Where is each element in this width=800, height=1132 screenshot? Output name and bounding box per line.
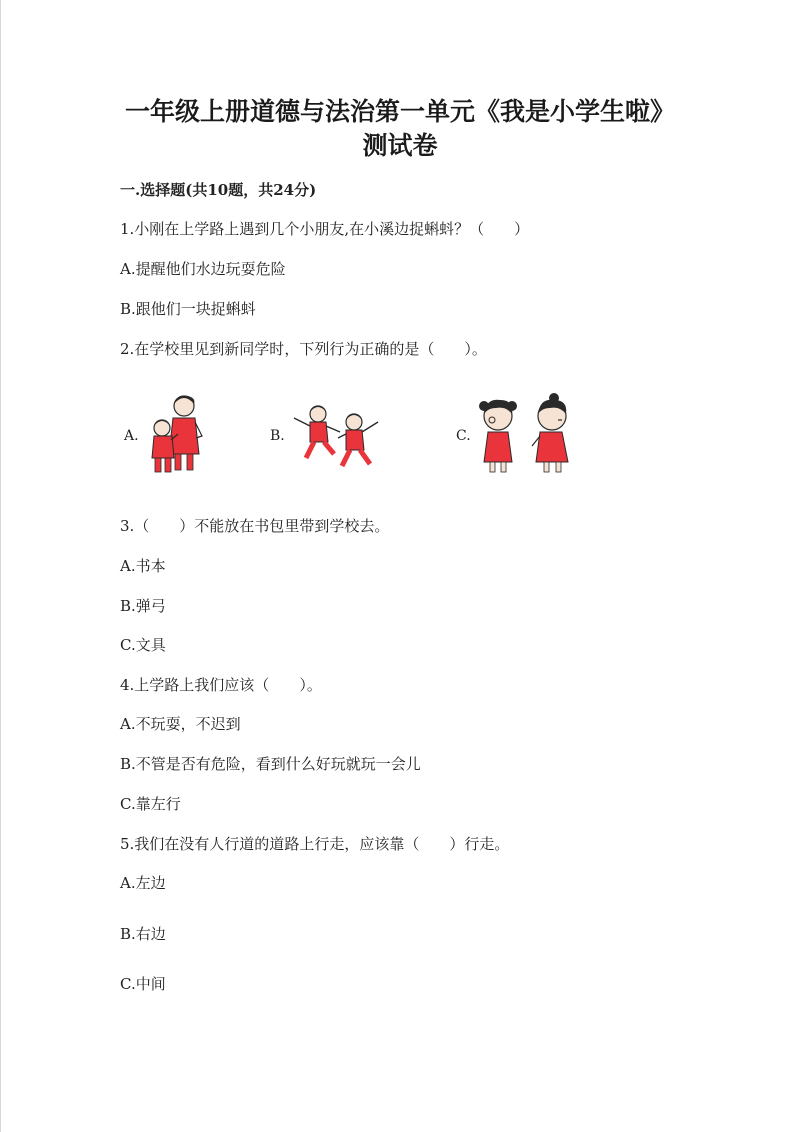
turned-away-girls-illustration [474, 392, 578, 476]
question-2-picture-option-b [266, 392, 396, 480]
question-3-option-c: C.文具 [120, 636, 166, 654]
question-3-option-a: A.书本 [120, 557, 166, 575]
question-2-picture-option-c [452, 392, 582, 480]
question-4-option-a: A.不玩耍，不迟到 [120, 715, 241, 733]
question-2-stem: 2.在学校里见到新同学时，下列行为正确的是（ ）。 [120, 340, 487, 358]
page-title: 一年级上册道德与法治第一单元《我是小学生啦》 [124, 97, 675, 126]
question-4-option-c: C.靠左行 [120, 795, 181, 813]
section-heading: 一.选择题(共10题，共24分) [120, 181, 317, 199]
question-5-option-c: C.中间 [120, 975, 166, 993]
question-4-option-b: B.不管是否有危险，看到什么好玩就玩一会儿 [120, 755, 421, 773]
question-5-option-a: A.左边 [120, 874, 166, 892]
question-1-option-a: A.提醒他们水边玩耍危险 [120, 260, 286, 278]
page-edge [0, 0, 1, 1132]
question-1-stem: 1.小刚在上学路上遇到几个小朋友,在小溪边捉蝌蚪？（ ） [120, 220, 530, 238]
question-2-picture-option-a [120, 392, 220, 480]
question-1-option-b: B.跟他们一块捉蝌蚪 [120, 300, 256, 318]
question-3-stem: 3.（ ）不能放在书包里带到学校去。 [120, 517, 390, 535]
picture-option-b-label: B. [270, 428, 285, 444]
question-4-stem: 4.上学路上我们应该（ ）。 [120, 676, 322, 694]
picture-option-c-label: C. [456, 428, 471, 444]
question-3-option-b: B.弹弓 [120, 597, 166, 615]
fighting-boys-illustration [288, 392, 384, 476]
question-5-stem: 5.我们在没有人行道的道路上行走，应该靠（ ）行走。 [120, 835, 510, 853]
question-5-option-b: B.右边 [120, 925, 166, 943]
hugging-children-illustration [144, 392, 208, 476]
picture-option-a-label: A. [124, 428, 139, 444]
page-subtitle: 测试卷 [362, 131, 438, 160]
